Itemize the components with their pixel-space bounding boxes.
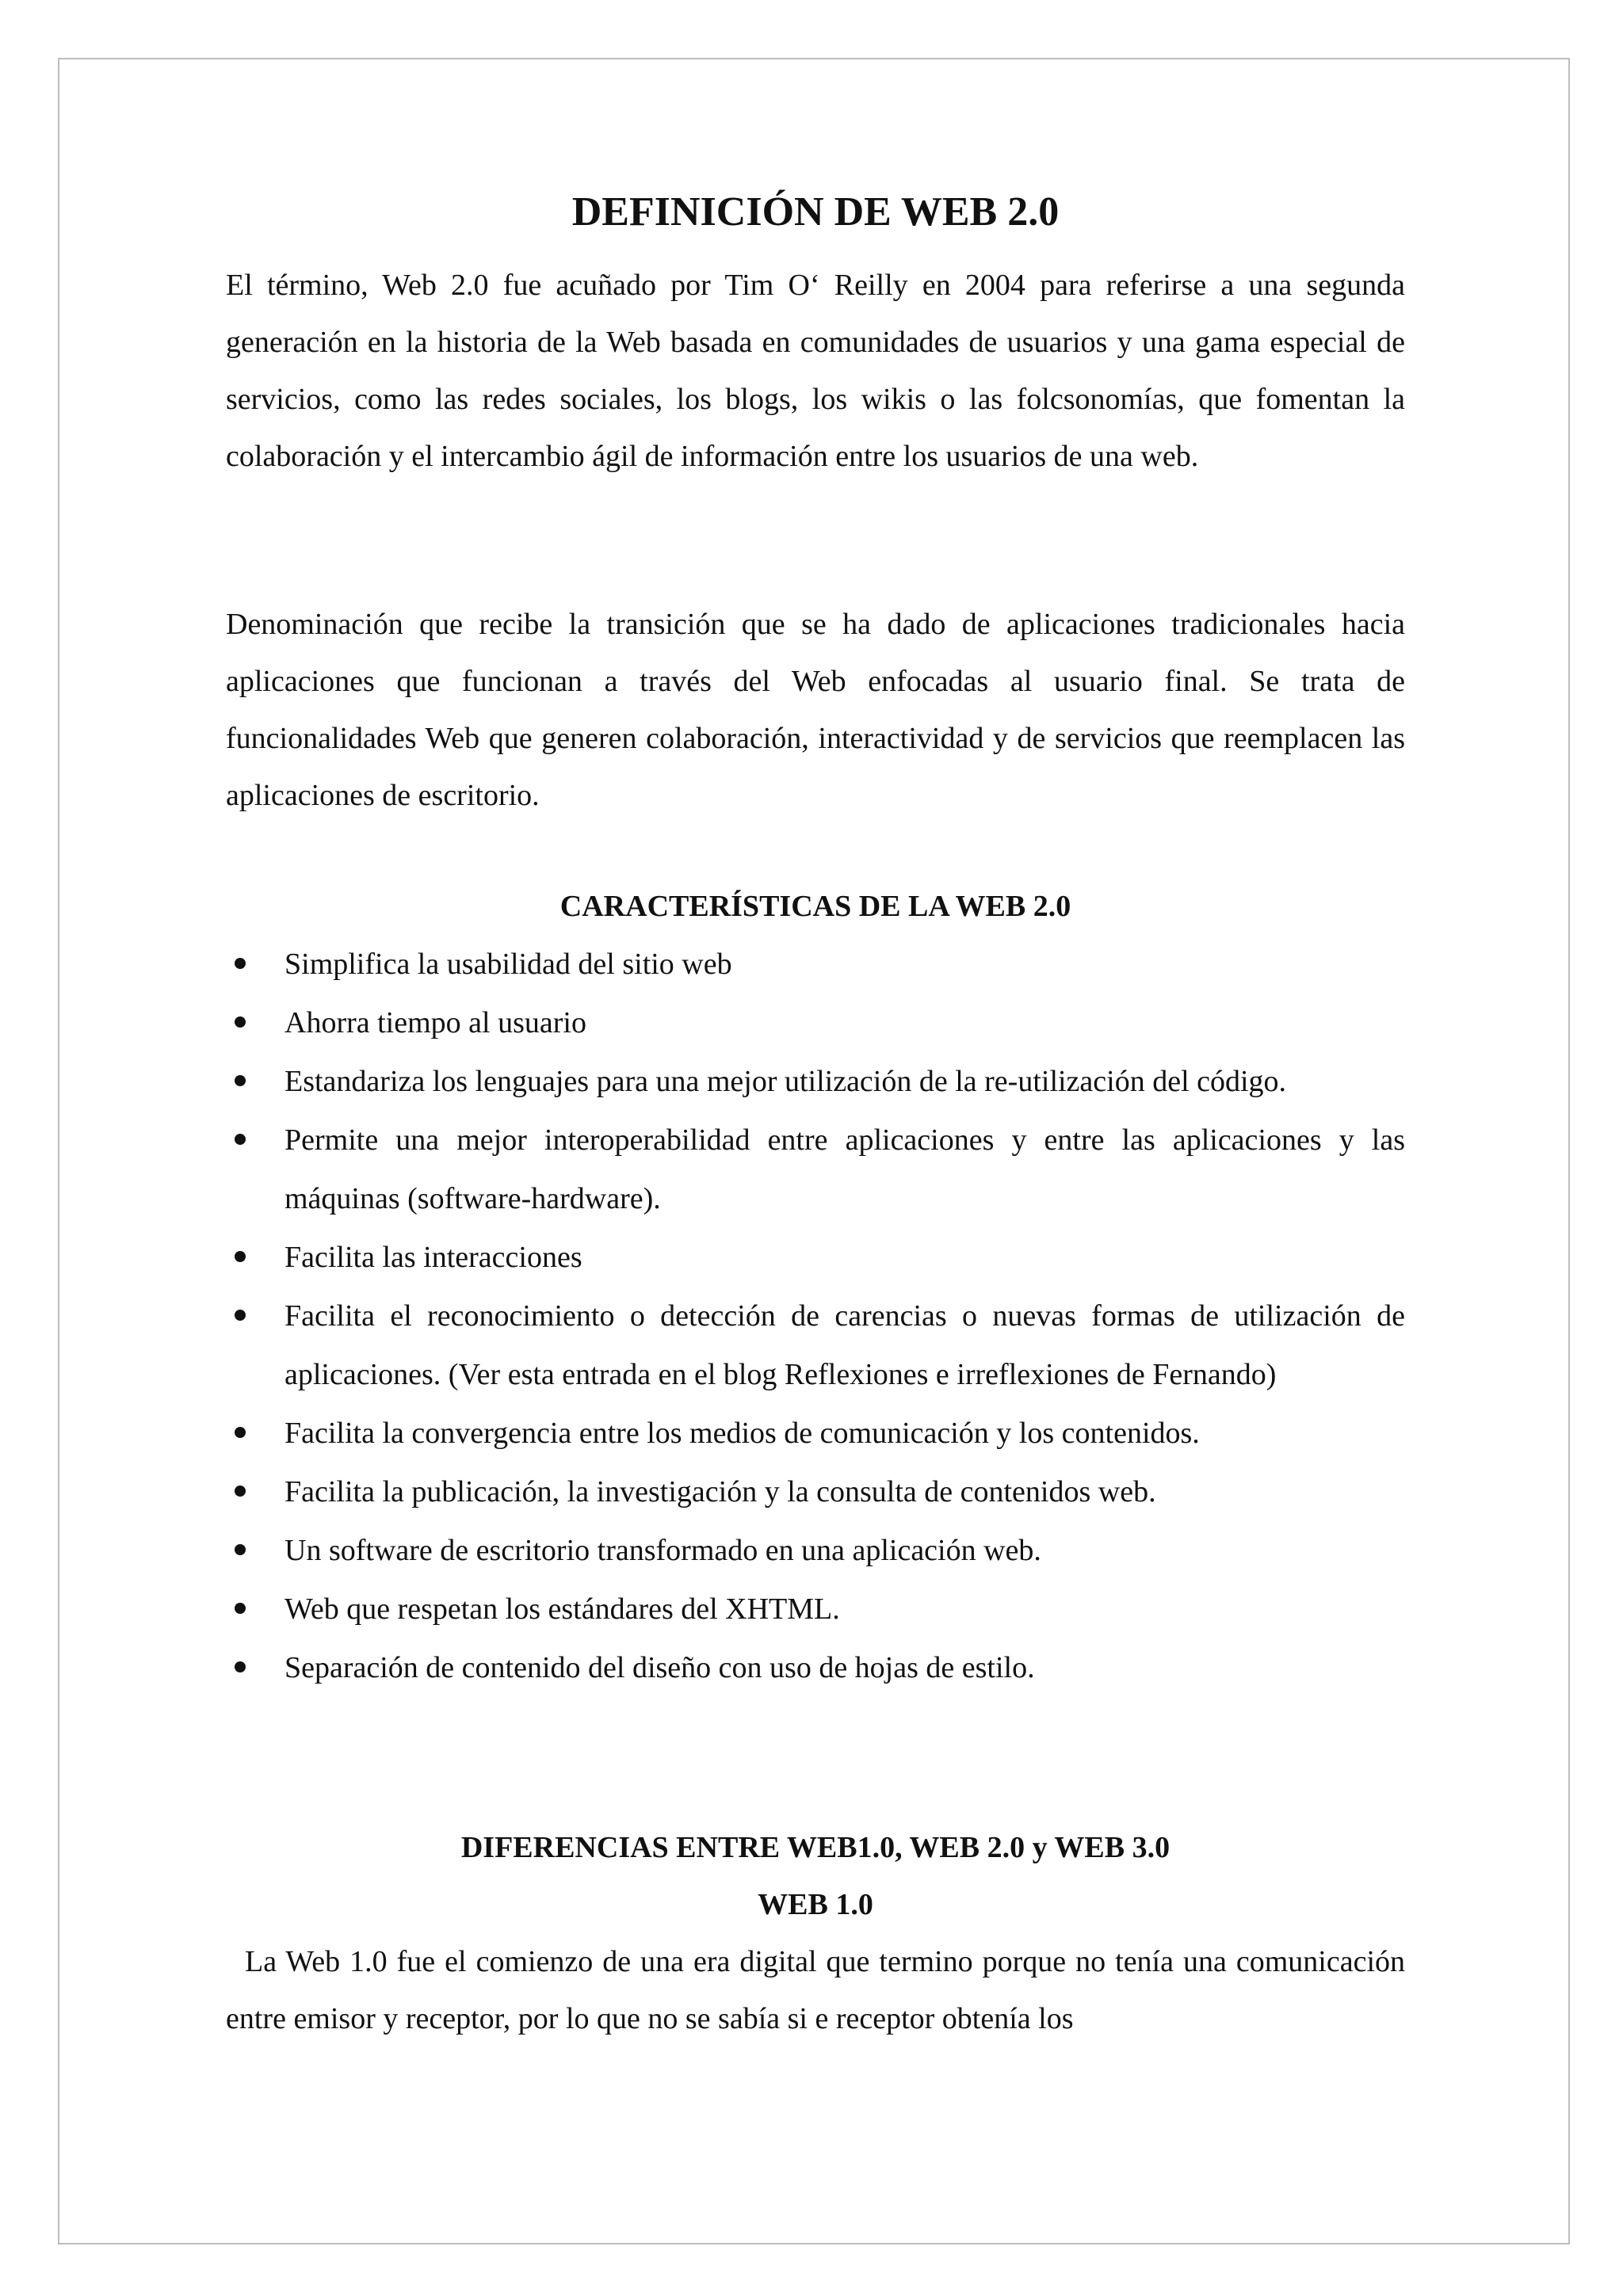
list-item: Ahorra tiempo al usuario	[226, 994, 1405, 1052]
bullet-icon	[235, 958, 246, 969]
bullet-icon	[235, 1427, 246, 1438]
list-item: Web que respetan los estándares del XHTML.	[226, 1580, 1405, 1638]
list-item: Un software de escritorio transformado en una aplicación web.	[226, 1521, 1405, 1580]
list-item: Facilita la publicación, la investigación y la consulta de contenidos web.	[226, 1463, 1405, 1521]
paragraph-transition: Denominación que recibe la transición que se ha dado de aplicaciones tradicionales hacia aplicaciones que funcionan a través del Web enfocadas al usuario final. Se trata de funcionalidades Web que generen colaboración, interactividad y de servicios que reemplacen las aplicaciones de escritorio.	[226, 608, 1405, 812]
list-item: Simplifica la usabilidad del sitio web	[226, 935, 1405, 994]
list-item: Permite una mejor interoperabilidad entre aplicaciones y entre las aplicaciones y las máquinas (software-hardware).	[226, 1111, 1405, 1228]
list-item: Separación de contenido del diseño con uso de hojas de estilo.	[226, 1638, 1405, 1697]
list-item: Facilita las interacciones	[226, 1228, 1405, 1287]
bullet-icon	[235, 1544, 246, 1555]
bullet-icon	[235, 1134, 246, 1145]
page-title: DEFINICIÓN DE WEB 2.0	[571, 189, 1060, 235]
list-item: Estandariza los lenguajes para una mejor utilización de la re-utilización del código.	[226, 1052, 1405, 1111]
features-list	[226, 935, 1405, 1697]
bullet-icon	[235, 1661, 246, 1672]
paragraph-definition: El término, Web 2.0 fue acuñado por Tim O‘ Reilly en 2004 para referirse a una segunda generación en la historia de la Web basada en comunidades de usuarios y una gama especial de servicios, como las redes sociales, los blogs, los wikis o las folcsonomías, que fomentan la colaboración y el intercambio ágil de información entre los usuarios de una web.	[226, 269, 1405, 473]
bullet-icon	[235, 1251, 246, 1262]
paragraph-web1: La Web 1.0 fue el comienzo de una era digital que termino porque no tenía una comunicación entre emisor y receptor, por lo que no se sabía si e receptor obtenía los	[226, 1945, 1413, 2035]
bullet-icon	[235, 1486, 246, 1497]
differences-heading: DIFERENCIAS ENTRE WEB1.0, WEB 2.0 y WEB 3.0	[460, 1831, 1170, 1864]
list-item: Facilita el reconocimiento o detección de carencias o nuevas formas de utilización de aplicaciones. (Ver esta entrada en el blog Reflexiones e irreflexiones de Fernando)	[226, 1287, 1405, 1404]
web1-heading: WEB 1.0	[758, 1888, 873, 1921]
features-heading: CARACTERÍSTICAS DE LA WEB 2.0	[559, 890, 1071, 923]
list-item: Facilita la convergencia entre los medios de comunicación y los contenidos.	[226, 1404, 1405, 1463]
bullet-icon	[235, 1310, 246, 1321]
bullet-icon	[235, 1075, 246, 1086]
bullet-icon	[235, 1016, 246, 1028]
bullet-icon	[235, 1603, 246, 1614]
